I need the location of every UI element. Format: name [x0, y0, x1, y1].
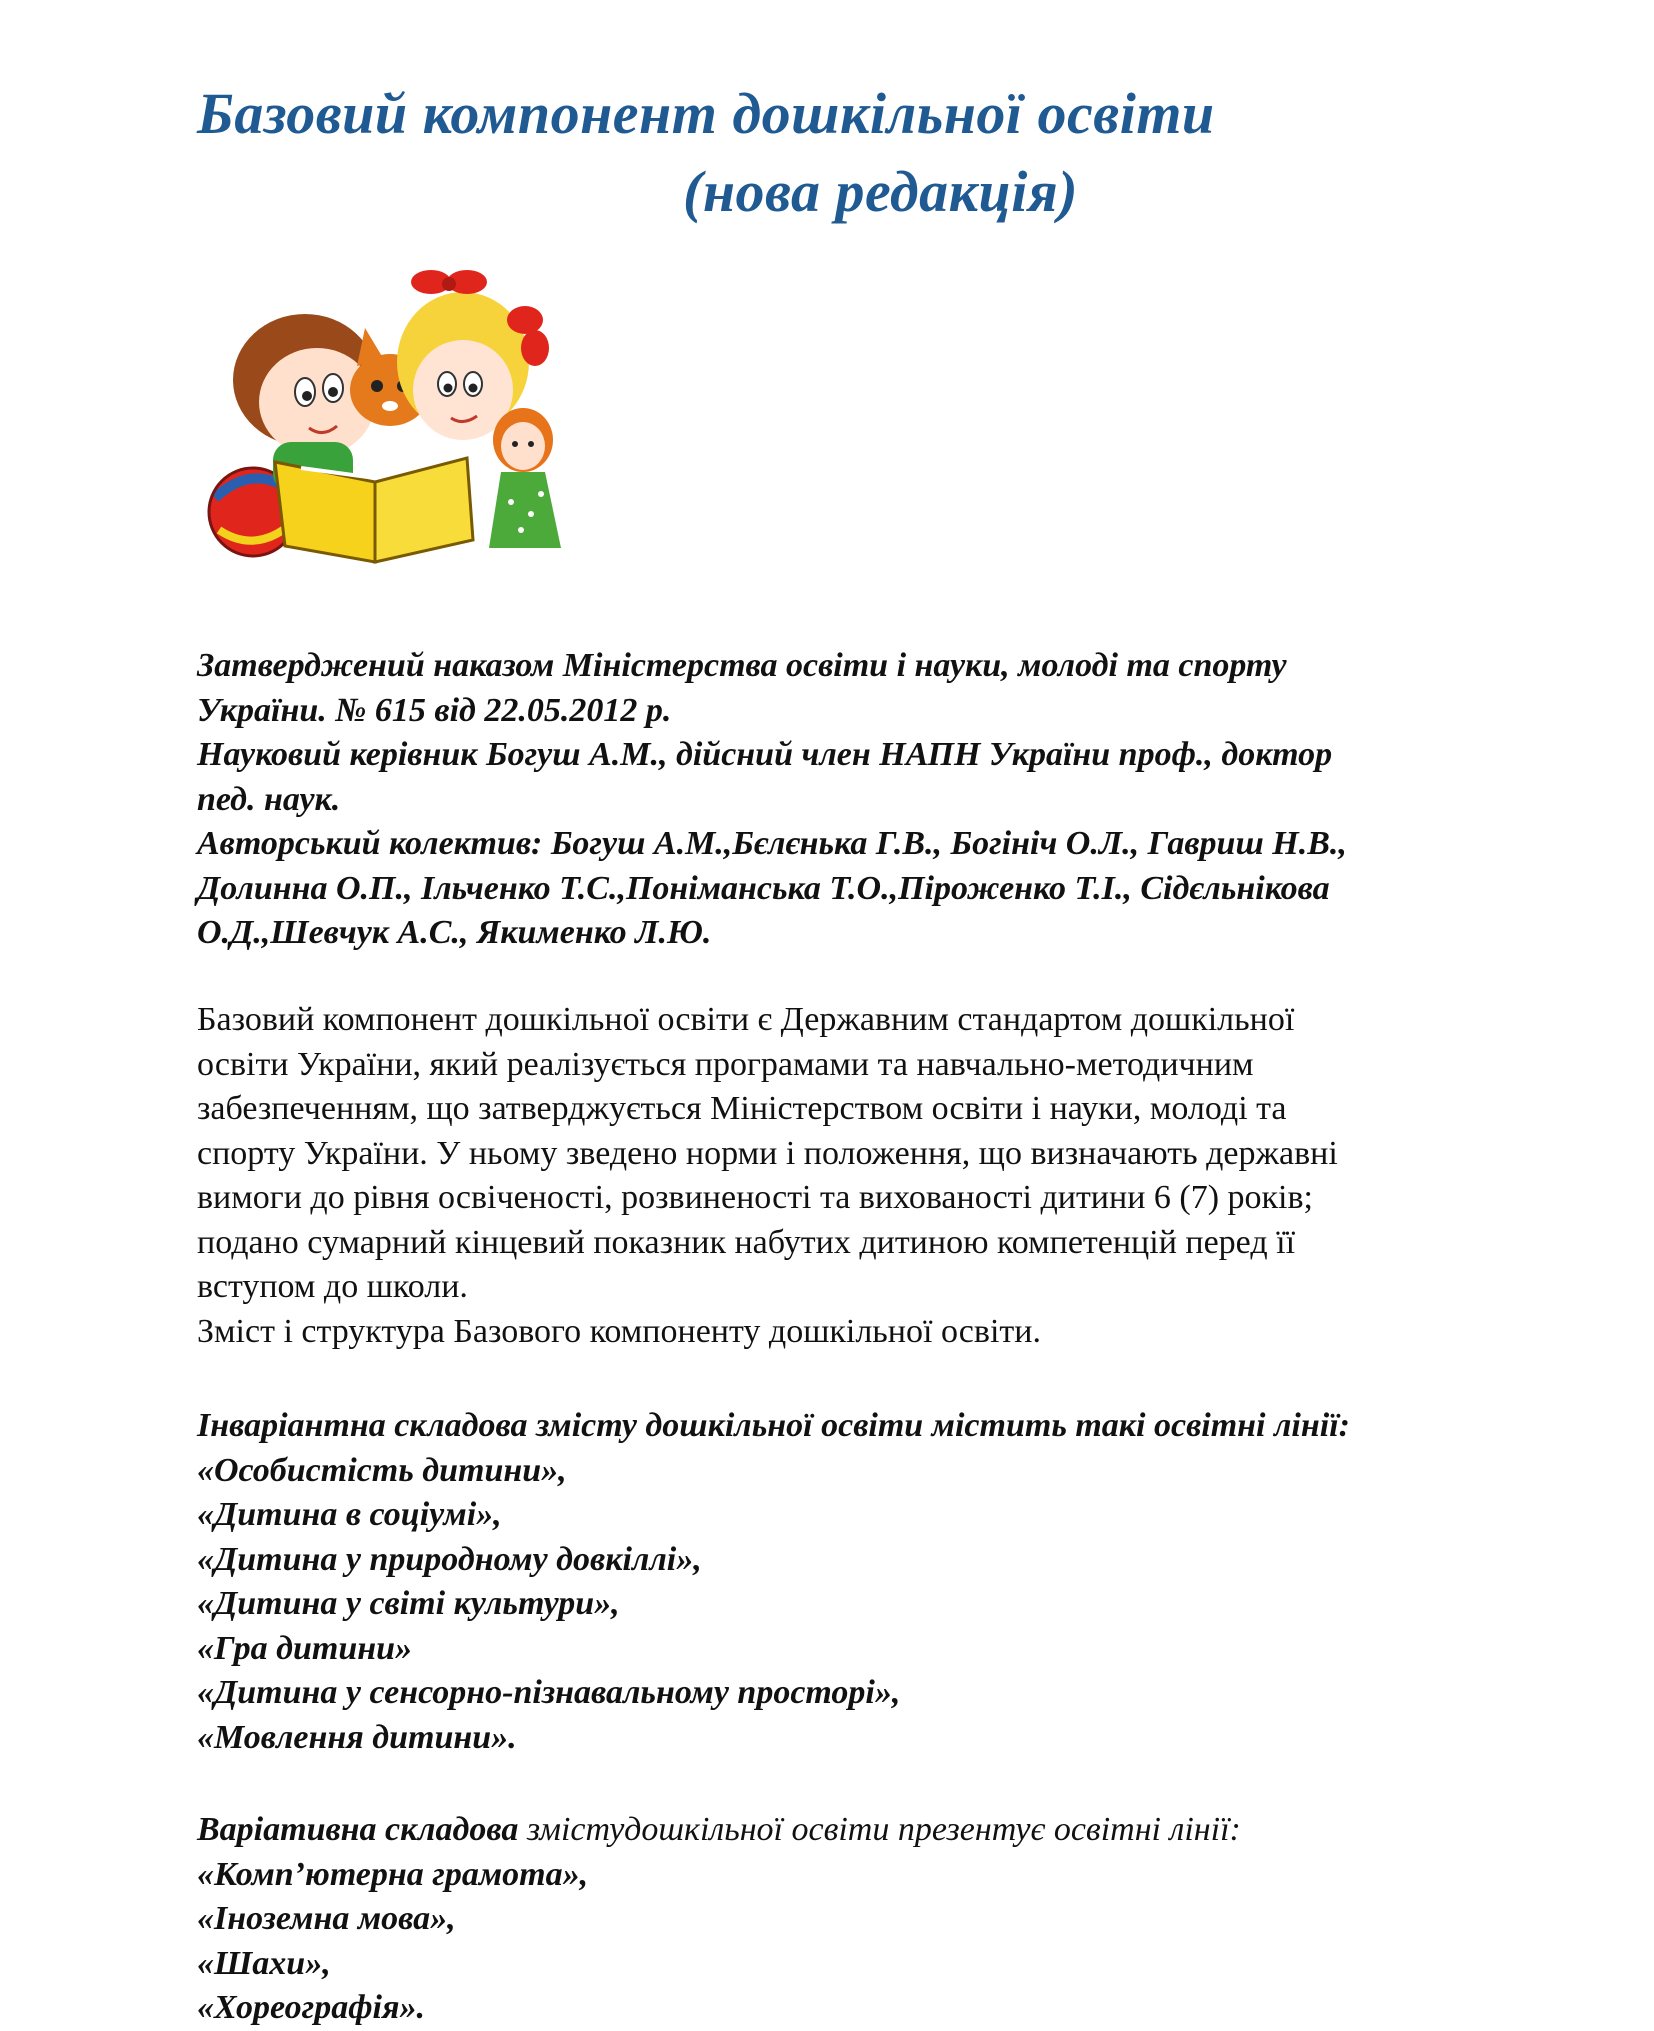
document-title-line-1: Базовий компонент дошкільної освіти [197, 81, 1215, 146]
invariant-item: «Дитина у світі культури», [197, 1585, 620, 1622]
approval-line: Авторський колектив: Богуш А.М.,Бєлєнька Г.В., Богініч О.Л., Гавриш Н.В., [197, 825, 1347, 862]
approval-line: Долинна О.П., Ільченко Т.С.,Поніманська Т.О.,Піроженко Т.І., Сідєльнікова [197, 869, 1330, 907]
invariant-item: «Дитина у природному довкіллі», [197, 1540, 702, 1578]
description-line: спорту України. У ньому зведено норми і положення, що визначають державні [197, 1134, 1338, 1172]
description-line: подано сумарний кінцевий показник набутих дитиною компетенцій перед її [197, 1223, 1296, 1261]
variative-heading-bold: Варіативна складова [197, 1811, 519, 1848]
variative-heading-rest: змістудошкільної освіти презентує освітні лінії: [518, 1811, 1241, 1848]
invariant-item: «Гра дитини» [197, 1629, 413, 1667]
document-title-line-2: (нова редакція) [683, 159, 1079, 224]
invariant-item: «Дитина в соціумі», [197, 1496, 502, 1533]
approval-line: України. № 615 від 22.05.2012 р. [197, 691, 672, 729]
invariant-item: «Мовлення дитини». [197, 1718, 517, 1756]
invariant-heading: Інваріантна складова змісту дошкільної освіти містить такі освітні лінії: [197, 1407, 1350, 1444]
description-line: Зміст і структура Базового компоненту дошкільної освіти. [197, 1312, 1041, 1350]
variative-item: «Комп’ютерна грамота», [197, 1855, 589, 1893]
description-line: освіти України, який реалізується програмами та навчально-методичним [197, 1045, 1254, 1083]
approval-line: Затверджений наказом Міністерства освіти і науки, молоді та спорту [197, 647, 1287, 684]
variative-item: «Хореографія». [197, 1989, 425, 2026]
invariant-item: «Дитина у сенсорно-пізнавальному просторі», [197, 1674, 901, 1711]
approval-block [197, 644, 1537, 956]
description-line: вступом до школи. [197, 1268, 468, 1305]
approval-line: О.Д.,Шевчук А.С., Якименко Л.Ю. [197, 914, 712, 951]
variative-section [197, 1808, 1537, 2031]
approval-line: Науковий керівник Богуш А.М., дійсний член НАПН України проф., доктор [197, 736, 1333, 773]
invariant-item: «Особистість дитини», [197, 1451, 567, 1489]
approval-line: пед. наук. [197, 780, 341, 818]
variative-item: «Шахи», [197, 1944, 331, 1982]
description-line: Базовий компонент дошкільної освіти є Державним стандартом дошкільної [197, 1001, 1295, 1038]
description-paragraph [197, 998, 1537, 1354]
description-line: вимоги до рівня освіченості, розвиненості та вихованості дитини 6 (7) років; [197, 1179, 1314, 1216]
open-book-icon [275, 456, 473, 562]
children-reading-book-illustration [205, 262, 580, 567]
description-line: забезпеченням, що затверджується Міністерством освіти і науки, молоді та [197, 1090, 1287, 1127]
variative-item: «Іноземна мова», [197, 1900, 456, 1937]
doll-figure [489, 408, 561, 548]
invariant-section [197, 1404, 1537, 1760]
variative-heading [197, 1808, 1537, 1853]
